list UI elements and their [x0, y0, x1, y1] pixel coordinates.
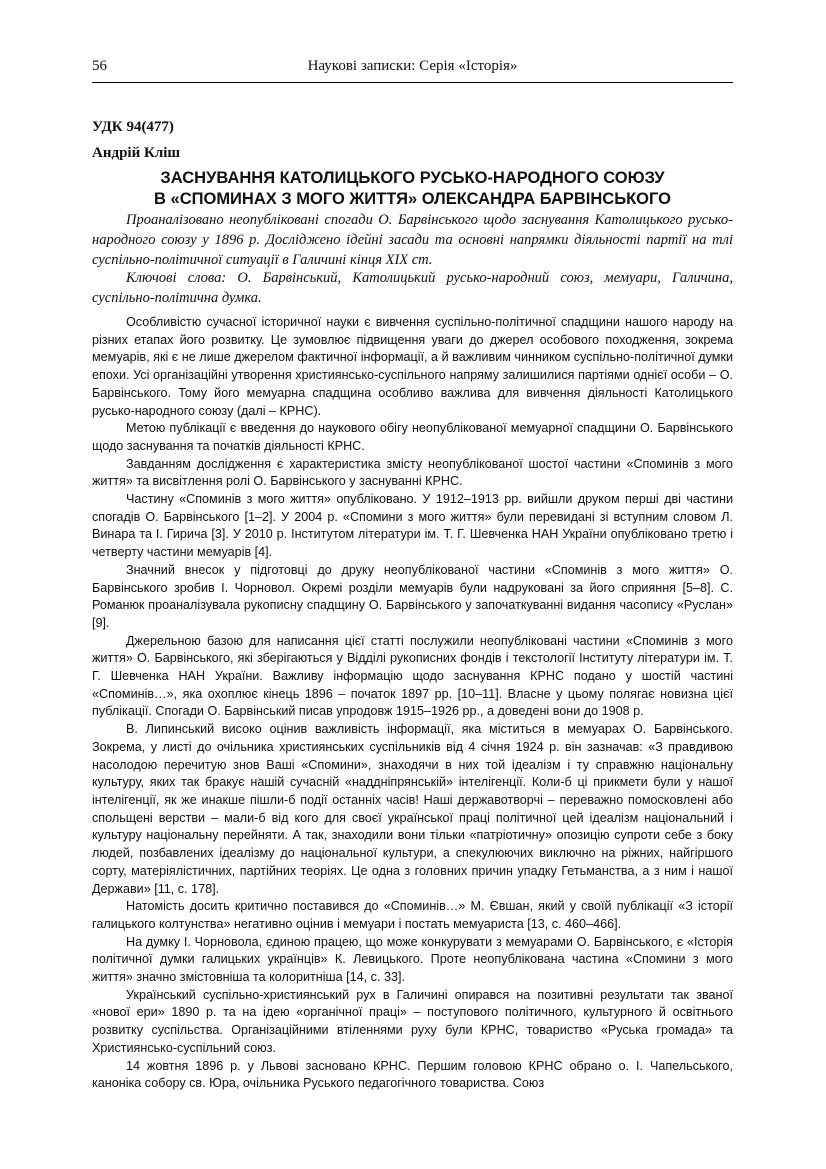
- author-name: Андрій Кліш: [92, 145, 181, 161]
- keywords: Ключові слова: О. Барвінський, Католицький русько-народний союз, мемуари, Галичина, суспільно-політична думка.: [92, 270, 733, 306]
- abstract: Проаналізовано неопубліковані спогади О. Барвінського щодо заснування Католицького русько-народного союзу у 1896 р. Досліджено ідейні засади та основні напрямки діяльності партії на тлі суспільно-політичної ситуації в Галичині кінця XIX ст.: [92, 212, 733, 268]
- running-header: [92, 58, 733, 83]
- article-title: [92, 168, 733, 210]
- journal-title: Наукові записки: Серія «Історія»: [307, 58, 518, 74]
- body-paragraph: 14 жовтня 1896 р. у Львові засновано КРНС. Першим головою КРНС обрано о. І. Чапельського, каноніка собору св. Юра, очільника Руського педагогічного товариства. Союз: [92, 1058, 733, 1091]
- body-paragraph: Особливістю сучасної історичної науки є вивчення суспільно-політичної спадщини нашого народу на різних етапах його розвитку. Це зумовлює підвищення уваги до джерел особового походження, зокрема мемуарів, які є не лише джерелом фактичної інформації, а й важливим чинником суспільно-політичної думки епохи. Усі організаційні утворення християнсько-суспільного напряму залишилися партіями однієї особи – О. Барвінського. Тому його мемуарна спадщина особливо важлива для вивчення діяльності Католицького русько-народного союзу (далі – КРНС).: [92, 315, 733, 418]
- udk-code: УДК 94(477): [92, 119, 174, 135]
- body-paragraph: Значний внесок у підготовці до друку неопублікованої частини «Споминів з мого життя» О. Барвінського зробив І. Чорновол. Окремі розділи мемуарів були надруковані за його сприяння [5–8]. С. Романюк проаналізувала рукописну спадщину О. Барвінського у започаткуванні видання часопису «Руслан» [9].: [92, 562, 733, 630]
- body-paragraph: Завданням дослідження є характеристика змісту неопублікованої шостої частини «Споминів з мого життя» та висвітлення ролі О. Барвінського у заснуванні КРНС.: [92, 456, 733, 489]
- body-paragraph: Метою публікації є введення до наукового обігу неопублікованої мемуарної спадщини О. Барвінського щодо заснування та початків діяльності КРНС.: [92, 421, 733, 453]
- body-paragraph: Частину «Споминів з мого життя» опубліковано. У 1912–1913 рр. вийшли друком перші дві частини спогадів О. Барвінського [1–2]. У 2004 р. «Спомини з мого життя» були перевидані зі вступним словом Л. Винара та І. Гирича [3]. У 2010 р. Інститутом літератури ім. Т. Г. Шевченка НАН України опубліковано третю і четверту частини мемуарів [4].: [92, 492, 733, 560]
- page-number: 56: [92, 58, 107, 74]
- article-title-line-2: В «СПОМИНАХ З МОГО ЖИТТЯ» ОЛЕКСАНДРА БАРВІНСЬКОГО: [154, 190, 671, 208]
- body-paragraph: Джерельною базою для написання цієї статті послужили неопубліковані частини «Споминів з мого життя» О. Барвінського, які зберігаються у Відділі рукописних фондів і текстології Інституту літератури ім. Т. Г. Шевченка НАН України. Важливу інформацію щодо заснування КРНС подано у шостій частині «Споминів…», яка охоплює кінець 1896 – початок 1897 рр. [10–11]. Власне у цьому полягає новизна цієї публікації. Спогади О. Барвінський писав упродовж 1915–1926 рр., а доведені вони до 1908 р.: [92, 633, 733, 719]
- article-body: [92, 314, 733, 1093]
- body-paragraph: Український суспільно-християнський рух в Галичині опирався на позитивні результати так званої «нової ери» 1890 р. та на ідею «органічної праці» – поступового політичного, культурного й освітнього розвитку суспільства. Організаційними втіленнями руху були КРНС, товариство «Руська громада» та Християнсько-суспільний союз.: [92, 987, 733, 1055]
- body-paragraph: В. Липинський високо оцінив важливість інформації, яка міститься в мемуарах О. Барвінського. Зокрема, у листі до очільника християнських суспільників від 4 січня 1924 р. він зазначав: «З правдивою насолодою перечитую знов Ваші «Спомини», знаходячи в них той ідеалізм і ту справжню національну культуру, яких так бракує нашій сучасній «наддніпрянській» інтелігенції. Коли-б ці прикмети були у нашої інтелігенції, як же инакше пішли-б події останніх часів! Наші державотворчі – переважно помосковлені або спольщені верстви – мали-б від кого для своєї української праці політичної цей ідеалізм національний і культуру національну перейняти. А так, знаходили вони тільки «патріотичну» опозицію супроти себе з боку людей, позбавлених ідеалізму до національної культури, а спекулюючих виключно на ріжних, найгіршого сорту, матеріялістичних, партійних теоріях. Це одна з головних причин упадку Гетьманства, а з ним і нашої Держави» [11, с. 178].: [92, 722, 733, 896]
- body-paragraph: Натомість досить критично поставився до «Споминів…» М. Євшан, який у своїй публікації «З історії галицького колтунства» негативно оцінив і мемуари і постать мемуариста [13, с. 460–466].: [92, 899, 733, 931]
- article-title-line-1: ЗАСНУВАННЯ КАТОЛИЦЬКОГО РУСЬКО-НАРОДНОГО СОЮЗУ: [160, 169, 665, 187]
- body-paragraph: На думку І. Чорновола, єдиною працею, що може конкурувати з мемуарами О. Барвінського, є «Історія політичної думки галицьких українців» К. Левицького. Проте неопублікована частина «Спомини з мого життя» значно змістовніша та колоритніша [14, с. 33].: [92, 934, 733, 985]
